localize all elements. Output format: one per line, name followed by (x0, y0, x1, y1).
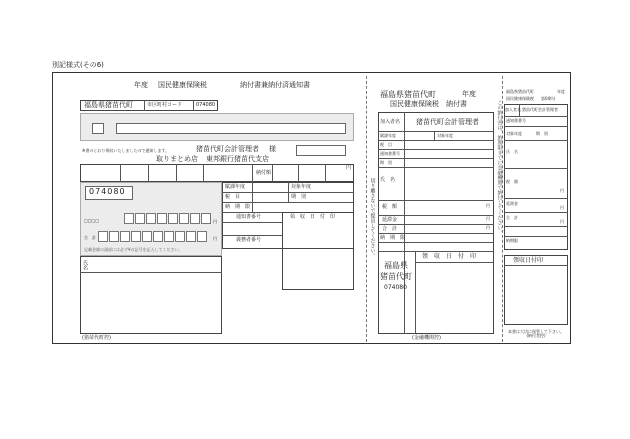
main-amount-row (80, 164, 354, 182)
mid-total-yen: 円 (486, 225, 490, 230)
mid-fiscal-year-label: 賦課年度 (380, 133, 396, 138)
digit-box[interactable] (190, 213, 200, 224)
mid-arrears-label: 延滞金 (382, 217, 398, 223)
mid-notice-no-label: 通知書番号 (380, 151, 400, 156)
mid-stamp-label: 領 収 日 付 印 (422, 253, 477, 260)
digit-box[interactable] (197, 231, 207, 242)
digit-box[interactable] (142, 231, 152, 242)
mid-bottom-muni-1: 福島県 (384, 261, 408, 270)
mid-subscriber-value: 猪苗代町会計管理者 (416, 118, 479, 126)
main-row2-yen: 円 (213, 236, 217, 241)
main-treasurer: 猪苗代町会計管理者 (196, 145, 259, 153)
perforation-line-2 (502, 76, 503, 342)
main-fiscal-year-label: 賦課年度 (225, 184, 246, 190)
digit-box[interactable] (179, 213, 189, 224)
mid-tax-amount-yen: 円 (486, 203, 490, 208)
main-notice-title: 納付書兼納付済通知書 (240, 81, 310, 89)
digit-box[interactable] (153, 231, 163, 242)
mid-tax-amount-label: 税 額 (382, 204, 398, 210)
main-bank-name: 東邦銀行猪苗代支店 (206, 155, 269, 163)
right-municipality: 福島県猪苗代町 (506, 89, 534, 94)
main-code-label: 市区町村コード (147, 102, 183, 108)
digit-box[interactable] (120, 231, 130, 242)
perforation-text: 切り離さないで提出してください。 (369, 178, 376, 258)
right-tax-amount-label: 税 額 (506, 179, 518, 184)
right-notice-no-label: 通知書番号 (506, 118, 526, 123)
digit-box[interactable] (164, 231, 174, 242)
main-code-value: 074080 (196, 102, 216, 108)
digit-box[interactable] (146, 213, 156, 224)
right-total-label: 合 計 (506, 215, 518, 220)
digit-box[interactable] (201, 213, 211, 224)
main-code-box-text: 074080 (89, 187, 126, 196)
digit-box[interactable] (186, 231, 196, 242)
digit-box[interactable] (124, 213, 134, 224)
mid-period-label: 期 別 (380, 160, 392, 165)
main-payment-amount-label: 納付額 (256, 170, 272, 176)
main-tax-name: 国民健康保険税 (158, 81, 207, 89)
main-footer: (猪苗代町控) (82, 335, 111, 341)
right-stamp-label: 領収日付印 (513, 257, 544, 264)
form-label: 別記様式(その6) (52, 61, 104, 69)
main-stamp-label: 領 収 日 付 印 (290, 214, 336, 220)
main-bank-label: 取りまとめ店 (156, 155, 198, 163)
right-period-small-label: 期 別 (536, 131, 548, 136)
mid-bottom-code: 074080 (384, 284, 407, 291)
mid-year-label: 年度 (462, 90, 476, 98)
right-total-yen: 円 (560, 219, 564, 224)
main-period-label: 期 別 (291, 194, 307, 200)
mid-tax-item-label: 税 目 (380, 142, 392, 147)
main-gray-note: 記載金額の頭部には必ず¥の記号を記入してください。 (84, 247, 183, 252)
digit-box[interactable] (131, 231, 141, 242)
digit-box[interactable] (135, 213, 145, 224)
right-tax-amount-yen: 円 (560, 188, 564, 193)
mid-table (378, 112, 494, 334)
right-arrears-label: 延滞金 (506, 201, 518, 206)
digit-box[interactable] (168, 213, 178, 224)
right-subscriber-label: 加入者名 (505, 107, 521, 112)
main-right-small-field[interactable] (296, 145, 346, 156)
main-target-year-label: 対象年度 (291, 184, 312, 190)
right-tax-name: 国民健康保険税 (506, 96, 534, 101)
right-deadline-label: 納期限 (506, 238, 518, 243)
mid-footer: (金融機関控) (412, 335, 441, 341)
main-amount-yen: 円 (346, 165, 352, 171)
mid-target-year-label: 対象年度 (437, 133, 453, 138)
main-name-box (80, 256, 222, 334)
mid-arrears-yen: 円 (486, 216, 490, 221)
digit-box[interactable] (175, 231, 185, 242)
main-obligor-no-label: 義務者番号 (236, 237, 262, 243)
right-arrears-yen: 円 (560, 205, 564, 210)
right-period-label: 第0期分 (541, 96, 556, 101)
main-notice-line: ※書のとおり領収いたしましたので通知します。 (82, 148, 170, 153)
main-notice-no-label: 通知書番号 (236, 214, 262, 220)
mid-name-label: 氏 名 (380, 177, 396, 183)
main-stamp-box (282, 212, 354, 290)
right-target-year-label: 対象年度 (506, 131, 522, 136)
mid-subscriber-label: 加入者名 (380, 119, 401, 125)
mid-municipality: 福島県猪苗代町 (380, 90, 436, 99)
mid-vertical-note: この納付書は、納期限までに金融機関で納付してください。 (496, 100, 503, 235)
right-year-label: 年度 (557, 89, 565, 94)
digit-box[interactable] (157, 213, 167, 224)
main-address-field[interactable] (116, 123, 346, 134)
right-name-label: 氏 名 (506, 149, 518, 154)
main-row2-label: 合 計 (84, 235, 96, 240)
main-row1-yen: 円 (213, 219, 217, 224)
perforation-line-1 (366, 76, 367, 342)
main-name-label: 氏名 (82, 260, 88, 270)
main-year-label: 年度 (134, 81, 148, 89)
main-row1-label: □□□□ (84, 218, 100, 223)
main-deadline-label: 納 期 限 (225, 204, 251, 210)
digit-box[interactable] (98, 231, 108, 242)
right-footer: 本書は大切に保管して下さい。(納付者控) (508, 329, 564, 338)
right-subscriber-value: 猪苗代町会計管理者 (522, 107, 558, 112)
mid-bottom-muni-2: 猪苗代町 (380, 272, 412, 281)
mid-total-label: 合 計 (382, 226, 398, 232)
digit-box[interactable] (109, 231, 119, 242)
main-checkbox[interactable] (92, 123, 104, 134)
main-municipality: 福島県猪苗代町 (84, 101, 133, 109)
main-tax-item-label: 税 目 (225, 194, 241, 200)
main-sama: 様 (269, 145, 276, 153)
mid-tax-title: 国民健康保険税 納付書 (390, 100, 467, 108)
mid-deadline-label: 納 期 限 (380, 235, 406, 241)
